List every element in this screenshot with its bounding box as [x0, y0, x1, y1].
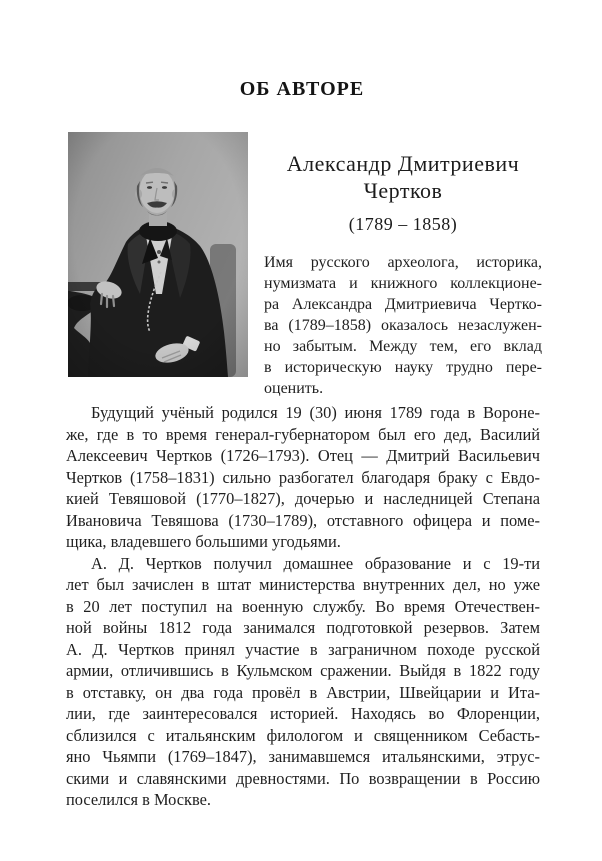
author-heading-column [264, 150, 542, 399]
text-line: ра Александра Дмитриевича Чертко- [264, 296, 542, 313]
text-line: скими и славянскими древностями. По возвращении в Россию [66, 768, 540, 788]
text-line: в историческую науку трудно пере- [264, 359, 542, 376]
text-line: но забытым. Между тем, его вклад [264, 338, 542, 355]
text-line: в 20 лет поступил на военную службу. Во время Отечествен- [66, 596, 540, 616]
text-line: нумизмата и книжного коллекционе- [264, 275, 542, 292]
text-line: ва (1789–1858) оказалось незаслужен- [264, 317, 542, 334]
text-line: яно Чьямпи (1769–1847), занимавшемся итальянскими, этрус- [66, 747, 540, 766]
paragraph-biography-origins [66, 402, 540, 553]
author-intro-paragraph [264, 252, 542, 399]
text-line: в отставку, он два года провёл в Австрии, Швейцарии и Ита- [66, 682, 540, 702]
author-years: (1789 – 1858) [348, 214, 458, 234]
portrait-illustration [68, 132, 248, 377]
page-title: ОБ АВТОРЕ [239, 78, 365, 100]
photo-vignette [68, 132, 248, 377]
portrait-photo [68, 132, 248, 377]
author-name-line2: Чертков [363, 178, 443, 203]
text-line: поселился в Москве. [66, 790, 212, 809]
text-line: сблизился с итальянским филологом и священником Себасть- [66, 725, 540, 745]
body-text [66, 402, 540, 811]
text-line: оценить. [264, 380, 324, 397]
text-line: же, где в то время генерал-губернатором был его дед, Василий [66, 424, 540, 444]
text-line: Имя русского археолога, историка, [264, 254, 542, 271]
text-line: Ивановича Тевяшова (1730–1789), отставного офицера и поме- [66, 510, 540, 530]
text-line: лии, где заинтересовался историей. Находясь во Флоренции, [66, 704, 540, 723]
text-line: Алексеевич Чертков (1726–1793). Отец — Дмитрий Васильевич [66, 446, 540, 465]
text-line: Будущий учёный родился 19 (30) июня 1789 года в Вороне- [91, 403, 540, 422]
text-line: А. Д. Чертков принял участие в заграничном походе русской [66, 639, 540, 659]
text-line: лет был зачислен в штат министерства внутренних дел, но уже [66, 575, 540, 594]
text-line: кией Тевяшовой (1770–1827), дочерью и наследницей Степана [66, 489, 540, 508]
text-line: ной войны 1812 года занимался подготовкой резервов. Затем [66, 618, 540, 637]
text-line: армии, отличившись в Кульмском сражении. Выйдя в 1822 году [66, 661, 540, 680]
author-name-line1: Александр Дмитриевич [286, 151, 520, 176]
author-name [264, 150, 542, 204]
paragraph-biography-career [66, 553, 540, 811]
text-line: Чертков (1758–1831) сильно разбогател благодаря браку с Евдо- [66, 467, 540, 487]
text-line: щика, владевшего большими угодьями. [66, 532, 341, 551]
text-line: А. Д. Чертков получил домашнее образование и с 19-ти [91, 553, 540, 573]
